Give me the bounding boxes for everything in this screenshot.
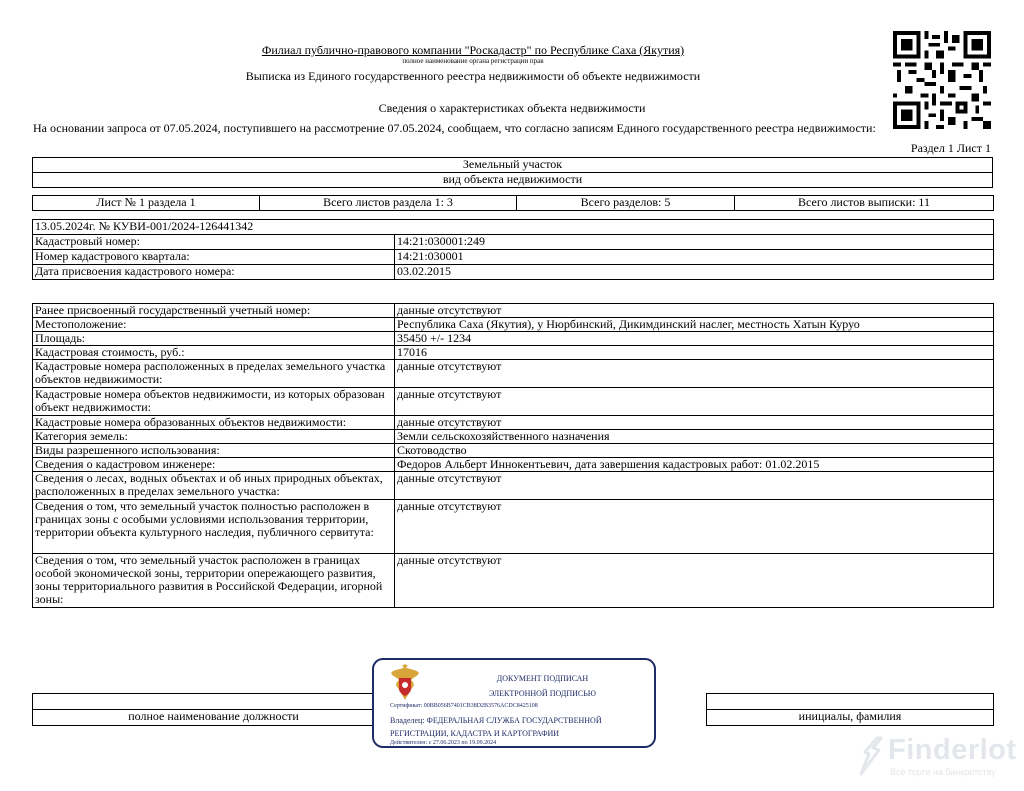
row-label: Дата присвоения кадастрового номера: [33, 265, 395, 280]
table-row [33, 250, 994, 265]
stamp-owner-continued: РЕГИСТРАЦИИ, КАДАСТРА И КАРТОГРАФИИ [390, 729, 560, 738]
object-type-caption: вид объекта недвижимости [33, 173, 993, 188]
row-label: Кадастровые номера расположенных в пределах земельного участка объектов недвижимости: [33, 360, 395, 388]
table-row [33, 346, 994, 360]
page-reference: Раздел 1 Лист 1 [910, 141, 991, 155]
table-row [33, 318, 994, 332]
row-label: Площадь: [33, 332, 395, 346]
table-row [33, 332, 994, 346]
row-value: Федоров Альберт Иннокентьевич, дата завершения кадастровых работ: 01.02.2015 [395, 458, 994, 472]
row-value: данные отсутствуют [395, 388, 994, 416]
sheet-number: Лист № 1 раздела 1 [33, 196, 260, 211]
stamp-owner: Владелец: ФЕДЕРАЛЬНАЯ СЛУЖБА ГОСУДАРСТВЕННОЙ [390, 716, 602, 725]
row-value: Земли сельскохозяйственного назначения [395, 430, 994, 444]
object-type-table [32, 157, 993, 188]
row-label: Кадастровые номера объектов недвижимости, из которых образован объект недвижимости: [33, 388, 395, 416]
basis-text: На основании запроса от 07.05.2024, поступившего на рассмотрение 07.05.2024, сообщаем, что согласно записям Единого государственного реестра недвижимости: [33, 121, 876, 135]
row-value: данные отсутствуют [395, 416, 994, 430]
table-row [33, 472, 994, 500]
qr-code-icon [893, 31, 991, 129]
table-row [33, 430, 994, 444]
row-value: данные отсутствуют [395, 304, 994, 318]
row-label: Сведения о том, что земельный участок полностью расположен в границах зоны с особыми условиями использования территории, территории объекта культурного наследия, публичного сервитута: [33, 500, 395, 554]
finderlot-logo-icon [855, 736, 885, 776]
table-row [33, 416, 994, 430]
row-label: Категория земель: [33, 430, 395, 444]
details-table [32, 303, 994, 608]
stamp-title: ДОКУМЕНТ ПОДПИСАН [496, 674, 589, 683]
row-value: Скотоводство [395, 444, 994, 458]
section-title: Сведения о характеристиках объекта недвижимости [378, 101, 646, 115]
total-sheets-section: Всего листов раздела 1: 3 [260, 196, 517, 211]
row-value: данные отсутствуют [395, 360, 994, 388]
e-signature-stamp [372, 658, 656, 748]
extract-date-number: 13.05.2024г. № КУВИ-001/2024-126441342 [33, 220, 994, 235]
row-value: данные отсутствуют [395, 472, 994, 500]
object-type: Земельный участок [33, 158, 993, 173]
table-row [33, 235, 994, 250]
row-label: Кадастровый номер: [33, 235, 395, 250]
row-label: Виды разрешенного использования: [33, 444, 395, 458]
stamp-subtitle: ЭЛЕКТРОННОЙ ПОДПИСЬЮ [488, 689, 597, 698]
table-row [33, 265, 994, 280]
row-label: Сведения о том, что земельный участок расположен в границах особой экономической зоны, территории опережающего развития, зоны территориального развития в Российской Федерации, игорной зоны: [33, 554, 395, 608]
table-row [33, 554, 994, 608]
row-label: Кадастровая стоимость, руб.: [33, 346, 395, 360]
row-value: 03.02.2015 [395, 265, 994, 280]
row-label: Номер кадастрового квартала: [33, 250, 395, 265]
row-value: Республика Саха (Якутия), у Нюрбинский, Дикимдинский наслег, местность Хатын Куруо [395, 318, 994, 332]
org-name: Филиал публично-правового компании "Роскадастр" по Республике Саха (Якутия) [261, 43, 685, 57]
row-value: 17016 [395, 346, 994, 360]
org-caption: полное наименование органа регистрации прав [402, 57, 544, 65]
table-row [33, 458, 994, 472]
row-value: данные отсутствуют [395, 554, 994, 608]
row-label: Ранее присвоенный государственный учетный номер: [33, 304, 395, 318]
table-row [33, 444, 994, 458]
row-label: Сведения о лесах, водных объектах и об иных природных объектах, расположенных в пределах земельного участка: [33, 472, 395, 500]
watermark-tagline: Все торги на банкротству [890, 767, 996, 777]
watermark-brand: Finderlot [888, 734, 1017, 766]
row-label: Кадастровые номера образованных объектов недвижимости: [33, 416, 395, 430]
coat-of-arms-icon [388, 664, 422, 702]
stamp-certificate: Сертификат: 00BB056B7401CB38D2B3576ACDC8425108 [390, 703, 538, 709]
table-row [33, 388, 994, 416]
finderlot-watermark [855, 734, 1015, 782]
position-caption: полное наименование должности [33, 710, 395, 726]
row-label: Местоположение: [33, 318, 395, 332]
total-sheets: Всего листов выписки: 11 [735, 196, 994, 211]
stamp-validity: Действителен: с 27.06.2023 по 19.09.2024 [390, 740, 497, 746]
row-value: 35450 +/- 1234 [395, 332, 994, 346]
sheet-info-table [32, 195, 994, 211]
table-row [33, 360, 994, 388]
row-value: данные отсутствуют [395, 500, 994, 554]
table-row [33, 304, 994, 318]
total-sections: Всего разделов: 5 [517, 196, 735, 211]
row-label: Сведения о кадастровом инженере: [33, 458, 395, 472]
row-value: 14:21:030001 [395, 250, 994, 265]
cadastral-meta-table [32, 219, 994, 280]
name-caption: инициалы, фамилия [707, 710, 994, 726]
document-title: Выписка из Единого государственного реестра недвижимости об объекте недвижимости [245, 69, 701, 83]
table-row [33, 500, 994, 554]
row-value: 14:21:030001:249 [395, 235, 994, 250]
